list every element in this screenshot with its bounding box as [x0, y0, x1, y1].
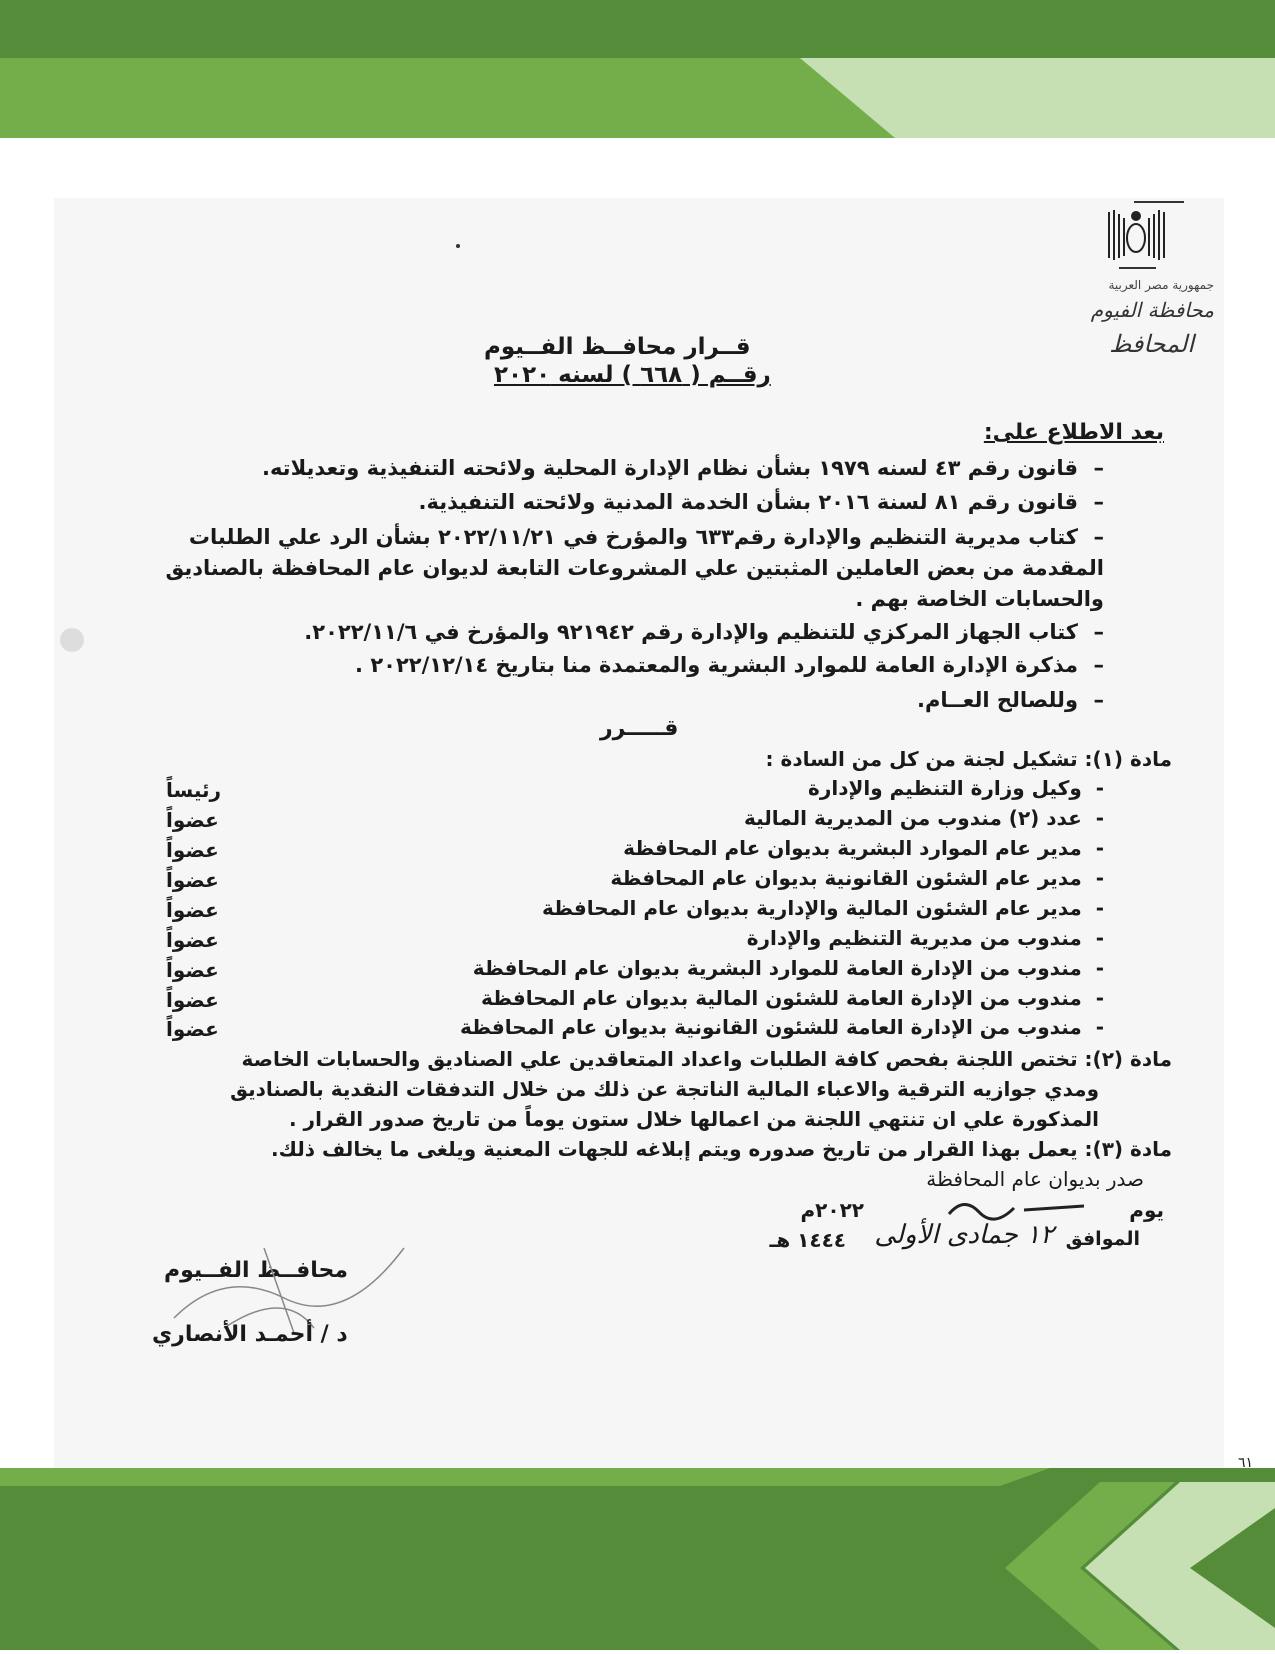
member-row: - وكيل وزارة التنظيم والإدارة: [808, 776, 1104, 800]
member-role: عضواً: [166, 958, 219, 982]
member-role: عضواً: [166, 1017, 219, 1041]
page-number: ٦١: [1238, 1455, 1254, 1471]
header-top-band: [0, 0, 1275, 58]
decree-number: رقــم ( ٦٦٨ ) لسنه ٢٠٢٠: [494, 362, 771, 388]
date-day-label: يوم: [1129, 1198, 1164, 1222]
member-row: - مدير عام الشئون القانونية بديوان عام المحافظة: [610, 866, 1104, 890]
intro-heading: بعد الاطلاع على:: [983, 420, 1164, 445]
article-2-line: مادة (٢): تختص اللجنة بفحص كافة الطلبات واعداد المتعاقدين علي الصناديق والحسابات الخاصة: [241, 1047, 1172, 1071]
header-light-wedge: [0, 58, 1275, 138]
list-item: –وللصالح العــام.: [917, 688, 1104, 712]
decree-title: قــرار محافــظ الفــيوم: [484, 334, 751, 360]
member-row: - مندوب من مديرية التنظيم والإدارة: [746, 926, 1104, 950]
decision-heading: قـــــرر: [600, 716, 679, 741]
member-role: عضواً: [166, 808, 219, 832]
article-3: مادة (٣): يعمل بهذا القرار من تاريخ صدوره ويتم إبلاغه للجهات المعنية ويلغى ما يخالف ذلك.: [271, 1137, 1172, 1161]
scanned-decree: [54, 198, 1224, 1468]
eagle-emblem-icon: [1094, 198, 1184, 288]
date-hijri-hand: ١٢ جمادى الأولى: [874, 1220, 1054, 1250]
emblem-line-2: محافظة الفيوم: [1090, 298, 1214, 322]
speck: [456, 244, 460, 248]
member-role: رئيساً: [166, 778, 222, 802]
member-role: عضواً: [166, 988, 219, 1012]
date-hijri-label: الموافق: [1065, 1228, 1140, 1250]
article-2-line: ومدي جوازيه الترقية والاعباء المالية الناتجة عن ذلك من خلال التدفقات النقدية بالصناديق: [230, 1077, 1099, 1101]
footer-chevron-graphic: [0, 1468, 1275, 1650]
date-hijri: ١٤٤٤ هـ: [769, 1228, 846, 1252]
member-row: - مدير عام الموارد البشرية بديوان عام المحافظة: [623, 836, 1104, 860]
member-row: - مندوب من الإدارة العامة للشئون المالية بديوان عام المحافظة: [481, 986, 1104, 1010]
member-row: - مدير عام الشئون المالية والإدارية بديوان عام المحافظة: [542, 896, 1104, 920]
list-item: –كتاب مديرية التنظيم والإدارة رقم٦٣٣ والمؤرخ في ٢٠٢٢/١١/٢١ بشأن الرد علي الطلبات المقدمة من بعض العاملين المثبتين علي المشروعات التابعة لديوان عام المحافظة بالصناديق والحسابات الخاصة بهم .: [165, 525, 1104, 611]
article-1: مادة (١): تشكيل لجنة من كل من السادة :: [765, 747, 1172, 771]
signature-name: د / أحمـد الأنصاري: [152, 1322, 348, 1347]
member-row: - مندوب من الإدارة العامة للشئون القانونية بديوان عام المحافظة: [459, 1015, 1104, 1039]
list-item: –قانون رقم ٨١ لسنة ٢٠١٦ بشأن الخدمة المدنية ولائحته التنفيذية.: [418, 490, 1104, 514]
issued-at: صدر بديوان عام المحافظة: [926, 1167, 1144, 1191]
article-2-line: المذكورة علي ان تنتهي اللجنة من اعمالها خلال ستون يوماً من تاريخ صدور القرار .: [289, 1107, 1099, 1131]
list-item: –قانون رقم ٤٣ لسنه ١٩٧٩ بشأن نظام الإدارة المحلية ولائحته التنفيذية وتعديلاته.: [261, 456, 1104, 480]
list-item: –كتاب الجهاز المركزي للتنظيم والإدارة رقم ٩٢١٩٤٢ والمؤرخ في ٢٠٢٢/١١/٦.: [304, 620, 1104, 644]
footer-band: [0, 1468, 1275, 1650]
member-role: عضواً: [166, 838, 219, 862]
signature-title: محافــظ الفــيوم: [164, 1258, 348, 1283]
member-role: عضواً: [166, 928, 219, 952]
emblem-line-1: جمهورية مصر العربية: [1108, 278, 1214, 292]
member-row: - مندوب من الإدارة العامة للموارد البشرية بديوان عام المحافظة: [472, 956, 1104, 980]
scan-smudge: [60, 628, 84, 652]
member-role: عضواً: [166, 868, 219, 892]
member-row: - عدد (٢) مندوب من المديرية المالية: [743, 806, 1104, 830]
date-gregorian: ٢٠٢٢م: [800, 1198, 864, 1222]
member-role: عضواً: [166, 898, 219, 922]
emblem-line-3: المحافظ: [1109, 330, 1194, 358]
emblem-block: [1064, 198, 1214, 398]
list-item: –مذكرة الإدارة العامة للموارد البشرية والمعتمدة منا بتاريخ ٢٠٢٢/١٢/١٤ .: [355, 653, 1104, 677]
